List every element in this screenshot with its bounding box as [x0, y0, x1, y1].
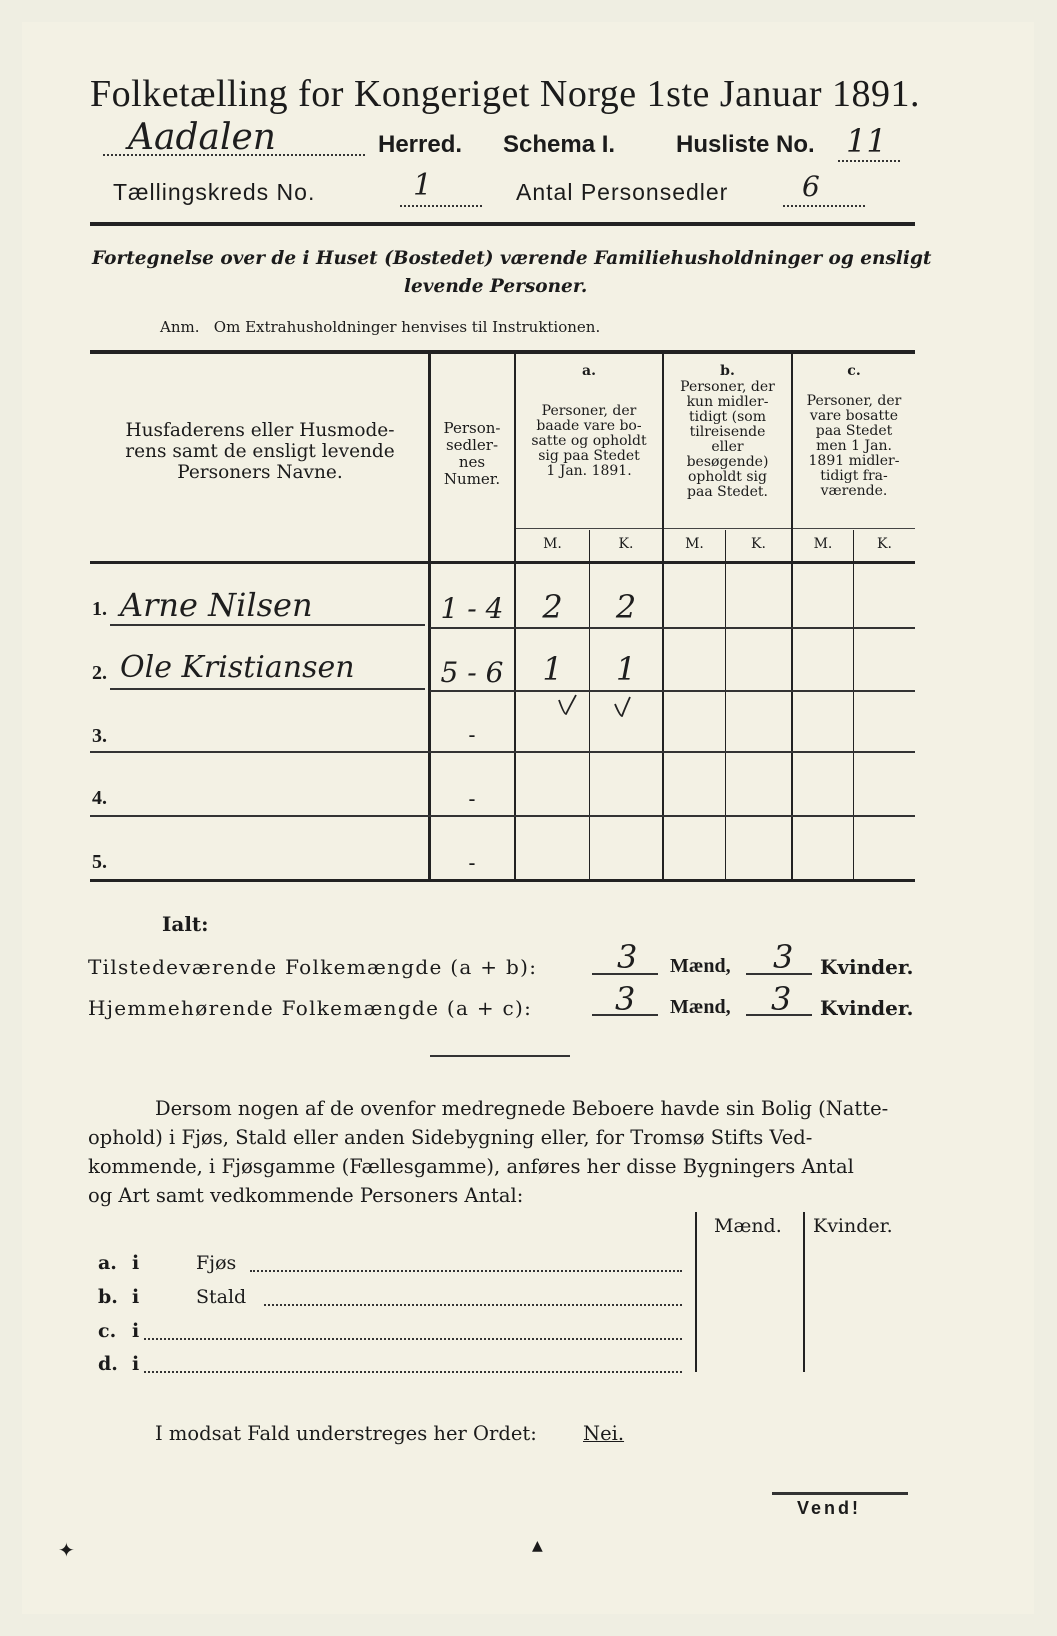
col-b-letter: b.: [720, 363, 735, 379]
vend-text: Vend!: [797, 1498, 862, 1518]
kreds-value: 1: [413, 168, 433, 203]
row-line: [430, 690, 915, 692]
col-names-line: Personers Navne.: [177, 462, 343, 483]
check-mark-icon: [612, 694, 636, 720]
col-b-line: opholdt sig: [688, 469, 767, 485]
building-row-letter: b.: [98, 1286, 118, 1308]
col-b-line: tidigt (som: [689, 409, 766, 425]
buildings-col-divider: [803, 1212, 805, 1372]
tilstede-m-value: 3: [617, 938, 638, 976]
col-b-line: paa Stedet.: [687, 484, 768, 500]
herred-value: Aadalen: [128, 117, 276, 158]
header-rule: [90, 222, 915, 226]
building-row-dotline: [144, 1371, 682, 1373]
row-a-m: 1: [542, 650, 563, 688]
hjemme-m-value: 3: [615, 980, 636, 1018]
col-b-line: tilreisende: [689, 424, 766, 440]
row-a-m: 2: [542, 588, 563, 626]
col-b-k: K.: [751, 536, 766, 552]
row-number: 4.: [92, 787, 107, 809]
col-a-line: Personer, der: [541, 403, 637, 419]
intro-line2: levende Personer.: [404, 276, 588, 297]
antal-label: Antal Personsedler: [516, 179, 729, 205]
hjemme-kvinder: Kvinder.: [820, 996, 914, 1020]
building-row-letter: c.: [98, 1320, 117, 1342]
row-personsedler: 1 - 4: [440, 592, 504, 625]
col-a-line: baade vare bo-: [536, 418, 642, 434]
tilstede-maend: Mænd,: [670, 955, 731, 977]
intro-line1: Fortegnelse over de i Huset (Bostedet) værende Familiehusholdninger og ensligt: [92, 248, 932, 269]
row-number: 3.: [92, 725, 107, 747]
col-a-m: M.: [543, 536, 562, 552]
col-divider-mk: [725, 530, 726, 880]
hjemme-label: Hjemmehørende Folkemængde (a + c):: [88, 996, 533, 1020]
building-row-type: Stald: [196, 1286, 247, 1308]
subhead-rule: [664, 528, 791, 529]
buildings-line: ophold) i Fjøs, Stald eller anden Sidebygning eller, for Tromsø Stifts Ved-: [88, 1126, 813, 1149]
col-names-line: rens samt de ensligt levende: [125, 441, 395, 462]
col-names-line: Husfaderens eller Husmode-: [125, 420, 395, 441]
nei-word: Nei.: [583, 1422, 625, 1445]
col-header-a: [516, 404, 662, 479]
row-personsedler: -: [468, 788, 476, 810]
antal-value: 6: [802, 170, 820, 203]
buildings-maend-header: Mænd.: [714, 1215, 782, 1237]
vend-rule: [772, 1492, 908, 1495]
building-row-i: i: [132, 1353, 140, 1375]
antal-dotline: [783, 203, 865, 207]
col-num-line: Person-: [443, 419, 501, 437]
building-row-i: i: [132, 1286, 140, 1308]
corner-mark-icon: ▲: [532, 1538, 543, 1554]
col-c-line: 1891 midler-: [808, 453, 900, 469]
col-b-line: eller: [711, 439, 744, 455]
kreds-label: Tællingskreds No.: [113, 179, 316, 205]
col-num-line: Numer.: [443, 470, 501, 488]
col-c-line: paa Stedet: [815, 423, 893, 439]
col-num-line: sedler-: [445, 436, 499, 454]
form-title: Folketælling for Kongeriget Norge 1ste Januar 1891.: [90, 73, 921, 115]
hjemme-k-value: 3: [771, 980, 792, 1018]
tilstede-label: Tilstedeværende Folkemængde (a + b):: [88, 955, 538, 979]
buildings-line: kommende, i Fjøsgamme (Fællesgamme), anføres her disse Bygningers Antal: [88, 1155, 854, 1178]
col-a-k: K.: [618, 536, 634, 552]
col-header-c: [793, 394, 915, 499]
col-c-line: tidigt fra-: [820, 468, 888, 484]
col-b-line: besøgende): [686, 454, 769, 470]
col-a-line: 1 Jan. 1891.: [546, 463, 632, 479]
row-line: [430, 627, 915, 629]
building-row-type: Fjøs: [196, 1252, 237, 1274]
col-b-line: Personer, der: [680, 379, 775, 395]
row-number: 2.: [92, 662, 107, 684]
col-c-m: M.: [813, 536, 833, 552]
col-c-letter: c.: [847, 363, 861, 379]
col-c-line: værende.: [820, 483, 888, 499]
row-a-k: 2: [615, 588, 637, 626]
husliste-label: Husliste No.: [676, 131, 815, 158]
tilstede-k-value: 3: [773, 938, 794, 976]
modsat-text: I modsat Fald understreges her Ordet:: [155, 1422, 537, 1445]
row-a-k: 1: [615, 650, 637, 688]
buildings-col-divider: [695, 1212, 697, 1372]
row-line: [90, 751, 915, 753]
building-row-i: i: [132, 1320, 140, 1342]
ialt-label: Ialt:: [162, 912, 209, 936]
row-personsedler: -: [468, 724, 476, 746]
building-row-dotline: [144, 1338, 682, 1340]
col-b-m: M.: [685, 536, 704, 552]
subhead-rule: [793, 528, 915, 529]
building-row-letter: d.: [98, 1353, 118, 1375]
row-number: 5.: [92, 851, 107, 873]
row-name-line: [110, 624, 425, 626]
row-name: Arne Nilsen: [120, 586, 313, 624]
col-c-line: vare bosatte: [809, 408, 899, 424]
col-divider-mk: [589, 530, 590, 880]
buildings-paragraph: [88, 1094, 918, 1210]
husliste-value: 11: [846, 122, 887, 160]
kreds-dotline: [400, 203, 482, 207]
col-divider-mk: [853, 530, 854, 880]
check-mark-icon: [556, 692, 580, 718]
col-c-k: K.: [877, 536, 892, 552]
row-name-line: [110, 688, 425, 690]
col-c-line: Personer, der: [806, 393, 902, 409]
col-num-line: nes: [458, 453, 486, 471]
hjemme-maend: Mænd,: [670, 996, 731, 1018]
col-header-b: [664, 380, 791, 500]
col-a-line: sig paa Stedet: [538, 448, 640, 464]
buildings-kvinder-header: Kvinder.: [813, 1215, 893, 1237]
section-divider: [430, 1055, 570, 1057]
building-row-letter: a.: [98, 1252, 117, 1274]
herred-label: Herred.: [378, 131, 463, 158]
building-row-dotline: [250, 1270, 682, 1272]
row-number: 1.: [92, 598, 107, 620]
col-a-line: satte og opholdt: [531, 433, 647, 449]
corner-mark-icon: ✦: [58, 1538, 75, 1562]
col-c-line: men 1 Jan.: [816, 438, 892, 454]
schema-label: Schema I.: [503, 131, 616, 158]
buildings-line: og Art samt vedkommende Personers Antal:: [88, 1184, 524, 1207]
col-header-names: [96, 420, 424, 483]
col-header-numer: [432, 420, 512, 488]
col-b-line: kun midler-: [686, 394, 769, 410]
subhead-rule: [516, 528, 662, 529]
row-name: Ole Kristiansen: [120, 650, 355, 685]
buildings-line: Dersom nogen af de ovenfor medregnede Beboere havde sin Bolig (Natte-: [155, 1097, 889, 1120]
building-row-i: i: [132, 1252, 140, 1274]
building-row-dotline: [264, 1304, 682, 1306]
col-a-letter: a.: [582, 363, 596, 379]
row-line: [90, 815, 915, 817]
tilstede-kvinder: Kvinder.: [820, 955, 914, 979]
row-personsedler: -: [468, 852, 476, 874]
anm-note: Anm. Om Extrahusholdninger henvises til Instruktionen.: [160, 318, 601, 336]
row-personsedler: 5 - 6: [440, 656, 504, 689]
